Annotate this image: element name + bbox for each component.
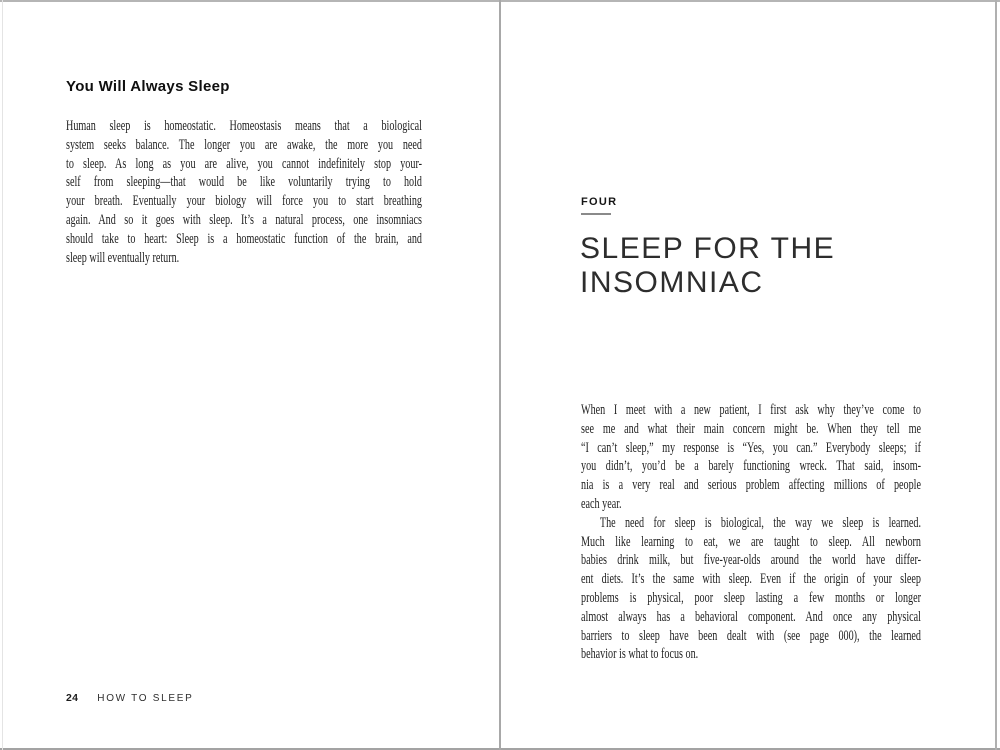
chapter-title-line-1: SLEEP FOR THE (580, 232, 836, 265)
spread-left-border (2, 0, 3, 750)
text-line: should take to heart: Sleep is a homeostatic function of the brain, and (66, 230, 422, 247)
text-line: see me and what their main concern might be. When they tell me (581, 420, 922, 437)
text-line: behavior is what to focus on. (581, 646, 699, 663)
text-line: sleep will eventually return. (66, 249, 180, 266)
chapter-title (580, 232, 835, 300)
text-line: “I can’t sleep,” my response is “Yes, you can.” Everybody sleeps; if (581, 439, 922, 456)
text-line: Much like learning to eat, we are taught to sleep. All newborn (581, 533, 922, 550)
text-line: you didn’t, you’d be a barely functioning wreck. That said, insom- (581, 458, 922, 475)
right-page-paragraph-2 (581, 514, 921, 664)
right-page-body (581, 401, 921, 664)
left-page-paragraph (66, 117, 422, 267)
text-line: your breath. Eventually your biology will force you to start breathing (66, 193, 422, 210)
chapter-title-line-2: INSOMNIAC (580, 266, 764, 299)
text-line: self from sleeping—that would be like voluntarily trying to hold (66, 174, 422, 191)
text-line: to sleep. As long as you are alive, you cannot indefinitely stop your- (66, 155, 422, 172)
running-title: HOW TO SLEEP (97, 693, 194, 704)
text-line: each year. (581, 495, 622, 512)
right-page-paragraph-1 (581, 401, 921, 514)
section-heading: You Will Always Sleep (66, 78, 230, 95)
chapter-label-rule (581, 213, 611, 215)
text-line: babies drink milk, but five-year-olds around the world have differ- (581, 552, 922, 569)
text-line: The need for sleep is biological, the way we sleep is learned. (599, 514, 922, 531)
page-gutter-divider (499, 0, 501, 750)
text-line: problems is physical, poor sleep lasting a few months or longer (581, 589, 922, 606)
text-line: system seeks balance. The longer you are awake, the more you need (66, 136, 422, 153)
spread-right-border (995, 0, 997, 750)
chapter-number-label: FOUR (581, 196, 618, 208)
text-line: nia is a very real and serious problem affecting millions of people (581, 477, 922, 494)
page-footer (66, 692, 193, 704)
text-line: ent diets. It’s the same with sleep. Even if the origin of your sleep (581, 571, 922, 588)
page-number: 24 (66, 692, 79, 704)
text-line: barriers to sleep have been dealt with (see page 000), the learned (581, 627, 922, 644)
text-line: again. And so it goes with sleep. It’s a natural process, one insomniacs (66, 211, 422, 228)
text-line: almost always has a behavioral component. And once any physical (581, 608, 922, 625)
text-line: When I meet with a new patient, I first ask why they’ve come to (581, 402, 922, 418)
text-line: Human sleep is homeostatic. Homeostasis means that a biological (66, 118, 422, 134)
